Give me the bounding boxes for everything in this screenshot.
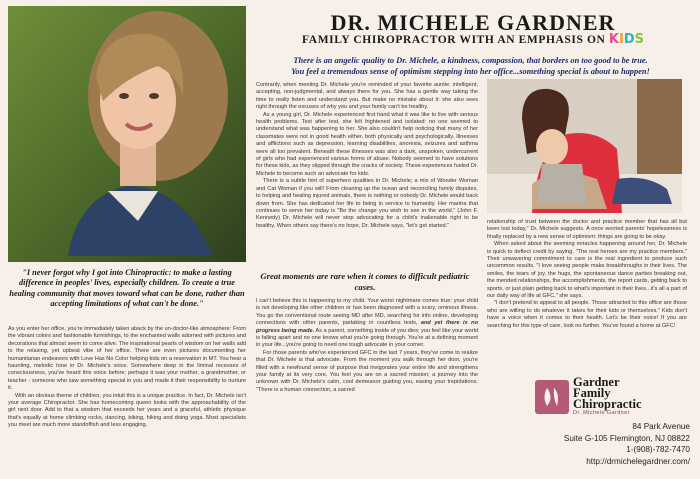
right-column-text — [487, 219, 687, 330]
family-photo — [487, 79, 682, 213]
page-subtitle — [258, 32, 688, 47]
phone-number[interactable]: 1-(908)-782-7470 — [626, 445, 690, 454]
paragraph: I can't believe this is happening to my child. Your worst nightmare comes true: your child is not developing like other children or has been diagnosed with a scary, ominous illness. You go the conventional route seeing MD after MD, searching for info online, developing connections with other parents, partaking in countless tests, and yet there is no progress being made. As a parent, something inside of you dies; you feel like your world is falling apart and no one knows what you're going through. You're at a defining moment in your life...you're going to need one tough advocate in your corner. — [256, 298, 478, 349]
paragraph: For those parents who've experienced GFC in the last 7 years, they've come to realize that Dr. Michele is that advocate. From the moment you walk through her door, you're filled with a newfound sense of purpose that invigorates your entire life and strengthens your family at its very core. You feel you are on a sacred mission; a journey into the unknown with Dr. Michele's calm, cool demeanor guiding you, easing your trepidations. "There is a human connection, a sacred — [256, 349, 478, 393]
logo-mark-icon — [535, 380, 569, 414]
kids-logotype: KIDS — [608, 32, 644, 47]
paragraph: When asked about the seeming miracles happening around her, Dr. Michele is quick to deflect credit by saying, "The real heroes are my practice members." Their unwavering commitment to care is the real ingredient to produce such uncommon results. "I love seeing people make breakthroughs in their lives. The smiles, the tears of joy, the hugs, the spontaneous dance parties breaking out, the mended relationships, the accomplishments, the report cards, getting back to sports, or just plain getting back to what's important in their lives...it's all a part of our daily way of life at GFC," she says. — [487, 241, 687, 300]
paragraph: With an obvious theme of children, you intuit this is a unique practice. In fact, Dr. Michele isn't your average Chiropractor. She has homecoming queen looks with the approachability of the girl next door. Add to that a wisdom that exceeds her years and a graceful, athletic physique that's equally at home climbing rocks, dancing, biking, hiking and doing yoga. Most specialists you meet are much more standoffish and less engaging. — [8, 392, 246, 429]
tagline — [248, 55, 693, 77]
paragraph: "I don't pretend to appeal to all people. Those attracted to this office are those who are willing to do whatever it takes for their kids or themselves." Kids don't have a voice when it comes to their health. Let's be their voice! If you are searching for this type of care, look no further. You've found a home at GFC! — [487, 300, 687, 329]
address-line-2: Suite G-105 Flemington, NJ 08822 — [563, 433, 690, 443]
logo-wordmark: Gardner Family Chiropractic Dr. Michele Gardner — [573, 375, 642, 416]
tagline-line-1: There is an angelic quality to Dr. Michele, a kindness, compassion, that borders on too good to be true. — [293, 56, 648, 65]
middle-column-top-text — [256, 82, 478, 230]
emphasis-text: and yet there is no progress being made. — [256, 320, 478, 334]
portrait-photo — [8, 6, 246, 262]
website-link[interactable]: http://drmichelegardner.com/ — [586, 456, 690, 466]
subtitle-text: FAMILY CHIROPRACTOR WITH AN EMPHASIS ON — [302, 34, 606, 46]
left-column-text — [8, 326, 246, 430]
page-title: DR. MICHELE GARDNER — [330, 10, 616, 35]
pull-quote: "I never forgot why I got into Chiropractic: to make a lasting difference in peoples' lives, especially children. To create a true healing community that moves toward what can be done, rather than accepting limitations of what can't be done." — [9, 268, 245, 309]
address-line-1: 84 Park Avenue — [632, 422, 690, 431]
middle-column-bottom-text — [256, 298, 478, 394]
tagline-line-2: You feel a tremendous sense of optimism stepping into her office...something special is about to happen! — [291, 67, 650, 76]
section-heading: Great moments are rare when it comes to difficult pediatric cases. — [260, 271, 470, 292]
paragraph: As a young girl, Dr. Michele experienced first hand what it was like to live with serious health problems. Test after test, she felt frightened and isolated: no one seemed to understand what was happening to her. She also couldn't help noticing that many of her classmates were not in good health either, both physically and psychologically. Illnesses and afflictions such as depression, learning disabilities, anorexia, seizures and asthma were all too prevalent. Beneath these illnesses was also a dark, unspoken, undercurrent of girls who had experienced various forms of abuse. Nobody seemed to have solutions for these kids, as they slipped through the cracks of society. These experiences fueled Dr. Michele to become such an advocate for kids. — [256, 111, 478, 177]
paragraph: Contrarily, when meeting Dr. Michele you're reminded of your favorite auntie: intelligent, accepting, non-judgmental, and always there for you. She has a gentle way taking the time to really listen and understand you. But make no mistake about it: she also sees right through the excuses of why you and your family can't be healthy. — [256, 82, 478, 111]
paragraph: relationship of trust between the doctor and practice member that has all but been lost today," Dr. Michele suggests. A once worried parents' hopelessness is finally replaced by a new sense of optimism: things are going to be okay. — [487, 219, 687, 240]
paragraph: There is a subtle hint of superhero qualities in Dr. Michele; a mix of Wonder Woman and Cat Woman if you will! From cleaning up the ocean and reconciling family disputes, to helping and healing injured animals, there is nothing or nobody Dr. Michele would back down from. She has dedicated her life to being in service to humanity. Her mantra that continues to serve her today is "Be the change you wish to see in the world." (John F. Kennedy) Dr. Michele will never stop advocating for a child's inalienable right to be healthy. When others say there's no hope, Dr. Michele says, "let's get started." — [256, 178, 478, 229]
contact-block — [540, 421, 690, 467]
practice-logo — [535, 376, 663, 418]
paragraph: As you enter her office, you're immediately taken aback by the un-doctor-like atmosphere: From the vibrant colors and fashionable furnishings, to the enchanted walls adorned with pictures and decorations that almost seem to come alive. The inspirational pearls of wisdom on her walls add to the relaxing, yet upbeat vibe of her office. There are even pictures documenting her humanitarian endeavors with Love Has No Color helping kids on a reservation in MT. You hear a haunting, melodic tone in Dr. Michele's voice. Somewhere deep in the liminal recesses of consciousness, you've heard this voice before; perhaps it was your mother, a grandmother, or teacher - someone who saw something special in you and made it their responsibility to nurture it. — [8, 326, 246, 392]
